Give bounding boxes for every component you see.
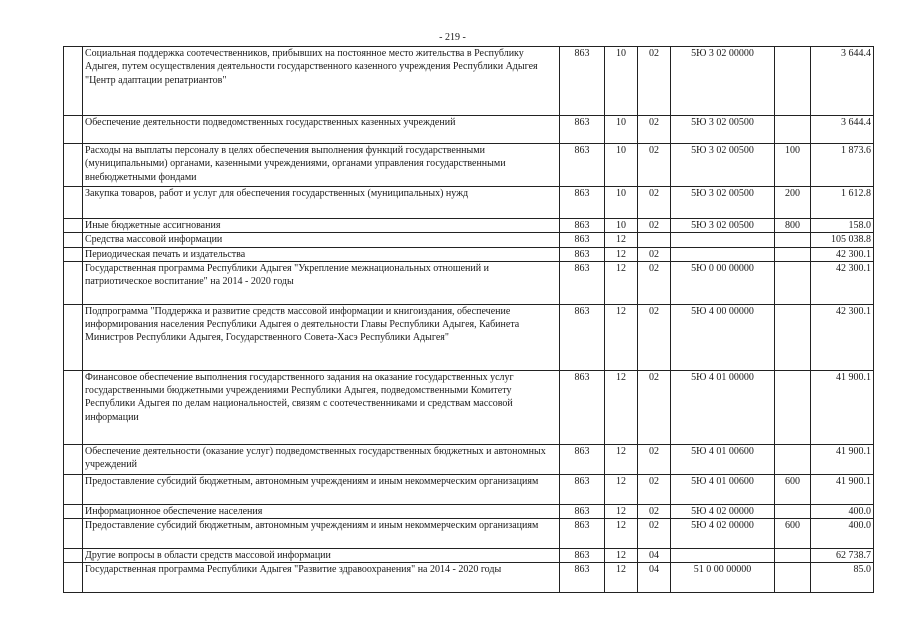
row-pr: 02 [638, 444, 671, 474]
row-sum: 400.0 [811, 504, 874, 518]
row-vr [775, 247, 811, 261]
budget-table [63, 46, 874, 593]
row-sum: 62 738.7 [811, 549, 874, 563]
row-blank-cell [64, 47, 83, 116]
row-csr: 5Ю 3 02 00000 [671, 47, 775, 116]
row-blank-cell [64, 519, 83, 549]
row-name: Подпрограмма "Поддержка и развитие средств массовой информации и книгоиздания, обеспечение информирования населения Республики Адыгея о деятельности Главы Республики Адыгея, Кабинета Министров Республики Адыгея, Государственного Совета-Хасэ Республики Адыгея" [83, 304, 560, 370]
row-pr: 04 [638, 549, 671, 563]
row-ved: 863 [560, 116, 605, 144]
row-vr [775, 444, 811, 474]
table-row [64, 370, 874, 444]
table-row [64, 474, 874, 504]
row-pr: 02 [638, 144, 671, 187]
row-sum: 3 644.4 [811, 47, 874, 116]
row-name: Закупка товаров, работ и услуг для обеспечения государственных (муниципальных) нужд [83, 187, 560, 219]
row-vr: 800 [775, 219, 811, 233]
row-pr [638, 233, 671, 247]
row-ved: 863 [560, 187, 605, 219]
row-sum: 158.0 [811, 219, 874, 233]
row-blank-cell [64, 247, 83, 261]
row-vr: 600 [775, 519, 811, 549]
row-csr: 5Ю 3 02 00500 [671, 144, 775, 187]
row-ved: 863 [560, 261, 605, 304]
row-csr: 5Ю 3 02 00500 [671, 116, 775, 144]
row-csr: 5Ю 4 00 00000 [671, 304, 775, 370]
row-vr [775, 304, 811, 370]
row-blank-cell [64, 144, 83, 187]
row-csr: 5Ю 3 02 00500 [671, 187, 775, 219]
row-vr [775, 47, 811, 116]
row-name: Расходы на выплаты персоналу в целях обеспечения выполнения функций государственными (муниципальными) органами, казенными учреждениями, органами управления государственными внебюджетными фондами [83, 144, 560, 187]
row-rz: 10 [605, 116, 638, 144]
row-csr [671, 549, 775, 563]
row-sum: 1 873.6 [811, 144, 874, 187]
row-vr [775, 504, 811, 518]
row-blank-cell [64, 187, 83, 219]
row-blank-cell [64, 370, 83, 444]
table-row [64, 549, 874, 563]
table-row [64, 233, 874, 247]
row-ved: 863 [560, 474, 605, 504]
row-sum: 42 300.1 [811, 261, 874, 304]
row-rz: 12 [605, 504, 638, 518]
row-ved: 863 [560, 504, 605, 518]
row-ved: 863 [560, 370, 605, 444]
row-blank-cell [64, 474, 83, 504]
row-vr: 200 [775, 187, 811, 219]
row-blank-cell [64, 504, 83, 518]
row-pr: 02 [638, 519, 671, 549]
row-name: Государственная программа Республики Адыгея "Укрепление межнациональных отношений и патриотическое воспитание" на 2014 - 2020 годы [83, 261, 560, 304]
row-sum: 42 300.1 [811, 247, 874, 261]
row-blank-cell [64, 116, 83, 144]
row-csr [671, 233, 775, 247]
row-csr: 5Ю 4 02 00000 [671, 519, 775, 549]
table-row [64, 247, 874, 261]
row-vr [775, 370, 811, 444]
table-row [64, 304, 874, 370]
row-ved: 863 [560, 304, 605, 370]
table-row [64, 504, 874, 518]
row-ved: 863 [560, 519, 605, 549]
row-pr: 02 [638, 47, 671, 116]
table-row [64, 219, 874, 233]
row-rz: 12 [605, 563, 638, 593]
row-pr: 02 [638, 304, 671, 370]
table-row [64, 444, 874, 474]
table-row [64, 47, 874, 116]
row-sum: 400.0 [811, 519, 874, 549]
row-pr: 02 [638, 219, 671, 233]
row-csr: 5Ю 4 01 00600 [671, 474, 775, 504]
table-row [64, 116, 874, 144]
row-ved: 863 [560, 219, 605, 233]
row-rz: 12 [605, 247, 638, 261]
row-name: Обеспечение деятельности (оказание услуг) подведомственных государственных бюджетных и автономных учреждений [83, 444, 560, 474]
row-sum: 41 900.1 [811, 444, 874, 474]
row-vr [775, 549, 811, 563]
row-csr: 5Ю 4 02 00000 [671, 504, 775, 518]
row-name: Финансовое обеспечение выполнения государственного задания на оказание государственных услуг государственными бюджетными учреждениями Республики Адыгея, подведомственными Комитету Республики Адыгея по делам национальностей, связям с соотечественниками и средствам массовой информации [83, 370, 560, 444]
row-rz: 10 [605, 187, 638, 219]
row-ved: 863 [560, 444, 605, 474]
row-rz: 12 [605, 444, 638, 474]
row-rz: 12 [605, 304, 638, 370]
table-row [64, 519, 874, 549]
row-ved: 863 [560, 144, 605, 187]
row-ved: 863 [560, 549, 605, 563]
row-ved: 863 [560, 563, 605, 593]
row-sum: 105 038.8 [811, 233, 874, 247]
row-blank-cell [64, 444, 83, 474]
row-vr [775, 563, 811, 593]
row-name: Информационное обеспечение населения [83, 504, 560, 518]
row-pr: 02 [638, 247, 671, 261]
row-pr: 02 [638, 187, 671, 219]
row-sum: 42 300.1 [811, 304, 874, 370]
row-ved: 863 [560, 47, 605, 116]
row-pr: 02 [638, 474, 671, 504]
row-csr: 5Ю 4 01 00000 [671, 370, 775, 444]
row-vr [775, 233, 811, 247]
row-rz: 10 [605, 47, 638, 116]
row-rz: 12 [605, 233, 638, 247]
row-blank-cell [64, 261, 83, 304]
row-rz: 12 [605, 370, 638, 444]
row-vr [775, 261, 811, 304]
row-blank-cell [64, 304, 83, 370]
row-pr: 04 [638, 563, 671, 593]
row-name: Другие вопросы в области средств массовой информации [83, 549, 560, 563]
row-vr: 100 [775, 144, 811, 187]
row-rz: 12 [605, 549, 638, 563]
row-rz: 12 [605, 261, 638, 304]
row-pr: 02 [638, 504, 671, 518]
row-pr: 02 [638, 261, 671, 304]
row-blank-cell [64, 549, 83, 563]
row-name: Обеспечение деятельности подведомственных государственных казенных учреждений [83, 116, 560, 144]
row-name: Иные бюджетные ассигнования [83, 219, 560, 233]
row-rz: 12 [605, 519, 638, 549]
row-sum: 41 900.1 [811, 474, 874, 504]
row-vr: 600 [775, 474, 811, 504]
row-name: Средства массовой информации [83, 233, 560, 247]
row-sum: 1 612.8 [811, 187, 874, 219]
row-csr [671, 247, 775, 261]
row-rz: 12 [605, 474, 638, 504]
table-row [64, 563, 874, 593]
row-csr: 51 0 00 00000 [671, 563, 775, 593]
row-name: Периодическая печать и издательства [83, 247, 560, 261]
row-blank-cell [64, 219, 83, 233]
row-ved: 863 [560, 247, 605, 261]
row-name: Предоставление субсидий бюджетным, автономным учреждениям и иным некоммерческим организациям [83, 474, 560, 504]
row-vr [775, 116, 811, 144]
row-sum: 3 644.4 [811, 116, 874, 144]
row-name: Государственная программа Республики Адыгея "Развитие здравоохранения" на 2014 - 2020 годы [83, 563, 560, 593]
row-ved: 863 [560, 233, 605, 247]
table-row [64, 144, 874, 187]
row-sum: 85.0 [811, 563, 874, 593]
row-name: Предоставление субсидий бюджетным, автономным учреждениям и иным некоммерческим организациям [83, 519, 560, 549]
row-csr: 5Ю 0 00 00000 [671, 261, 775, 304]
row-pr: 02 [638, 370, 671, 444]
row-rz: 10 [605, 219, 638, 233]
row-csr: 5Ю 3 02 00500 [671, 219, 775, 233]
row-rz: 10 [605, 144, 638, 187]
row-blank-cell [64, 563, 83, 593]
table-row [64, 261, 874, 304]
row-blank-cell [64, 233, 83, 247]
page-number: - 219 - [439, 32, 466, 43]
row-sum: 41 900.1 [811, 370, 874, 444]
row-csr: 5Ю 4 01 00600 [671, 444, 775, 474]
table-row [64, 187, 874, 219]
row-pr: 02 [638, 116, 671, 144]
row-name: Социальная поддержка соотечественников, прибывших на постоянное место жительства в Республику Адыгея, путем осуществления деятельности государственного казенного учреждения Республики Адыгея "Центр адаптации репатриантов" [83, 47, 560, 116]
